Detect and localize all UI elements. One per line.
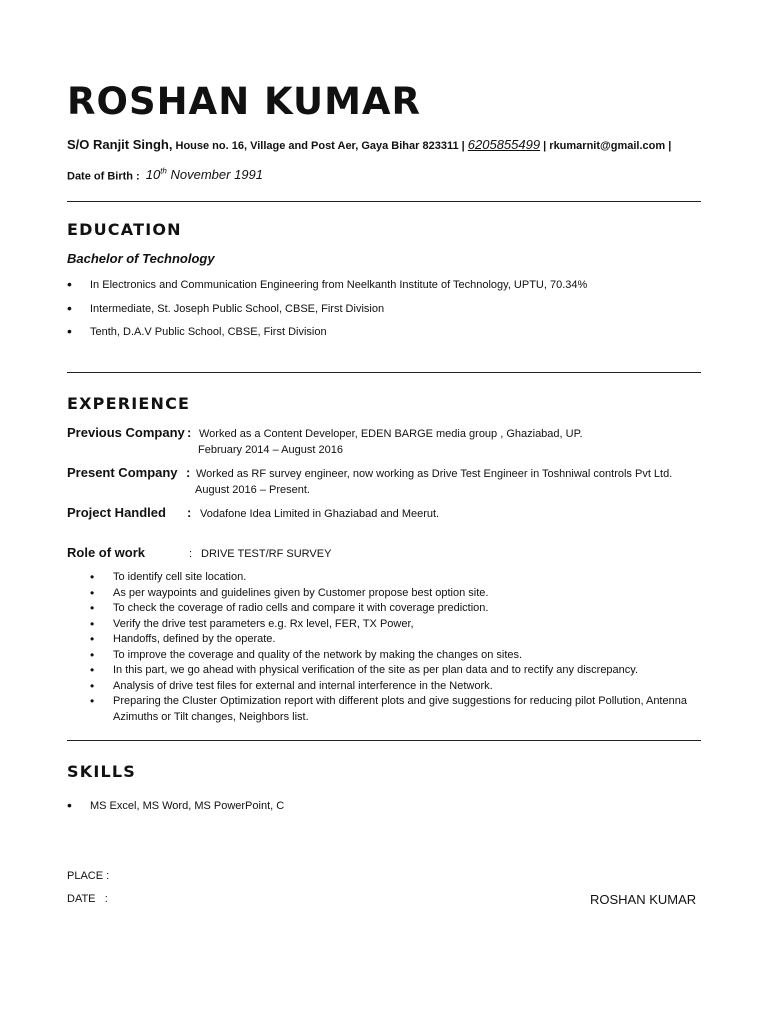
dob-suffix: th: [160, 167, 167, 176]
phone-number: 6205855499: [467, 137, 541, 152]
present-company-text: Worked as RF survey engineer, now working as Drive Test Engineer in Toshniwal controls Pvt Ltd.: [196, 468, 673, 480]
list-item: • As per waypoints and guidelines given by Customer propose best option site.: [90, 586, 700, 602]
list-item: • Verify the drive test parameters e.g. Rx level, FER, TX Power,: [90, 617, 700, 633]
list-item: • MS Excel, MS Word, MS PowerPoint, C: [67, 799, 284, 813]
parent-name: S/O Ranjit Singh,: [67, 137, 173, 152]
list-item: • Intermediate, St. Joseph Public School, CBSE, First Division: [67, 302, 707, 326]
role-duties-list: [90, 570, 700, 725]
present-company-label: Present Company: [67, 465, 178, 480]
previous-company-dates: February 2014 – August 2016: [198, 444, 343, 456]
dob-day: 10: [145, 167, 161, 183]
place-label: PLACE :: [67, 870, 110, 882]
present-company-dates: August 2016 – Present.: [195, 484, 310, 496]
previous-company-label: Previous Company: [67, 425, 185, 440]
role-of-work-label: Role of work: [67, 545, 146, 560]
contact-line: [67, 137, 727, 154]
list-item: • To check the coverage of radio cells and compare it with coverage prediction.: [90, 601, 700, 617]
divider: [67, 201, 701, 202]
role-of-work-text: DRIVE TEST/RF SURVEY: [201, 548, 332, 560]
project-handled-label: Project Handled: [67, 505, 166, 520]
list-item: • To identify cell site location.: [90, 570, 700, 586]
degree-title: Bachelor of Technology: [67, 251, 215, 266]
present-company-colon: :: [186, 465, 191, 480]
email: | rkumarnit@gmail.com |: [540, 140, 672, 152]
previous-company-colon: :: [187, 425, 192, 440]
divider: [67, 372, 701, 373]
skills-list: [67, 799, 284, 813]
education-heading: EDUCATION: [67, 220, 182, 239]
list-item: • To improve the coverage and quality of the network by making the changes on sites.: [90, 648, 700, 664]
list-item: • Handoffs, defined by the operate.: [90, 632, 700, 648]
date-label: DATE :: [67, 893, 108, 905]
dob-value: [146, 167, 263, 182]
list-item: • In Electronics and Communication Engineering from Neelkanth Institute of Technology, UPTU, 70.34%: [67, 278, 707, 302]
skills-heading: SKILLS: [67, 762, 136, 781]
divider: [67, 740, 701, 741]
list-item: • In this part, we go ahead with physical verification of the site as per plan data and to rectify any discrepancy.: [90, 663, 700, 679]
dob-rest: November 1991: [166, 167, 263, 183]
list-item: • Tenth, D.A.V Public School, CBSE, First Division: [67, 325, 707, 349]
list-item: • Preparing the Cluster Optimization report with different plots and give suggestions for reducing pilot Pollution, Antenna Azimuths or Tilt changes, Neighbors list.: [90, 694, 700, 725]
role-of-work-colon: :: [189, 548, 193, 560]
list-item: • Analysis of drive test files for external and internal interference in the Network.: [90, 679, 700, 695]
date-of-birth: [67, 167, 263, 182]
signature-name: ROSHAN KUMAR: [590, 892, 697, 907]
experience-heading: EXPERIENCE: [67, 394, 191, 413]
education-list: [67, 278, 707, 349]
dob-label: Date of Birth :: [67, 170, 140, 183]
candidate-name: ROSHAN KUMAR: [67, 80, 422, 123]
project-handled-text: Vodafone Idea Limited in Ghaziabad and Meerut.: [200, 508, 440, 520]
previous-company-text: Worked as a Content Developer, EDEN BARGE media group , Ghaziabad, UP.: [199, 428, 583, 440]
project-handled-colon: :: [187, 505, 192, 520]
address: House no. 16, Village and Post Aer, Gaya Bihar 823311 |: [172, 140, 468, 152]
